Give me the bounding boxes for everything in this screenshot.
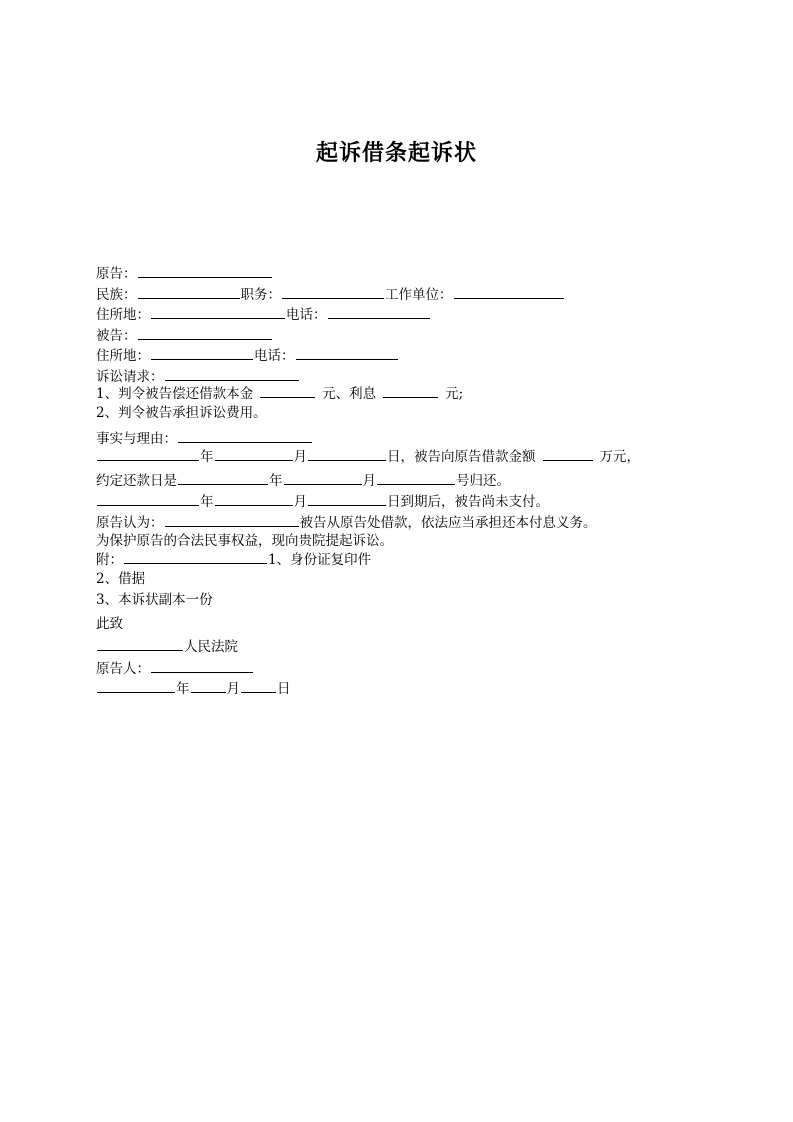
overdue-month-blank bbox=[215, 491, 293, 506]
claim-2-text: 2、判令被告承担诉讼费用。 bbox=[96, 405, 267, 421]
due-year-blank bbox=[178, 470, 268, 485]
court-line bbox=[96, 636, 238, 654]
sign-day-blank bbox=[241, 678, 276, 693]
loan-amount-blank bbox=[543, 446, 593, 461]
overdue-date-line bbox=[96, 491, 549, 509]
defendant-label: 被告： bbox=[96, 328, 137, 344]
claims-label: 诉讼请求： bbox=[96, 369, 164, 385]
opinion-blank bbox=[165, 512, 299, 527]
opinion-text: 被告从原告处借款，依法应当承担还本付息义务。 bbox=[299, 515, 597, 531]
attachment-3-line bbox=[96, 591, 213, 609]
due-day-blank bbox=[377, 470, 455, 485]
ethnicity-line bbox=[96, 284, 565, 302]
plaintiff-label: 原告： bbox=[96, 266, 137, 282]
sign-month-blank bbox=[191, 678, 226, 693]
attachment-1: 1、身份证复印件 bbox=[268, 552, 372, 568]
due-date-label: 约定还款日是 bbox=[96, 473, 177, 489]
sign-month-label: 月 bbox=[226, 681, 240, 697]
plaintiff-phone-blank bbox=[328, 304, 430, 319]
principal-blank bbox=[260, 383, 315, 398]
defendant-phone-blank bbox=[296, 345, 398, 360]
claim-1-prefix: 1、判令被告偿还借款本金 bbox=[96, 386, 254, 402]
defendant-blank bbox=[138, 325, 272, 340]
employer-label: 工作单位： bbox=[385, 287, 453, 303]
salutation-line bbox=[96, 615, 123, 633]
signer-label: 原告人： bbox=[96, 661, 150, 677]
plaintiff-residence-label: 住所地： bbox=[96, 307, 150, 323]
salutation-text: 此致 bbox=[96, 616, 123, 632]
defendant-residence-blank bbox=[151, 345, 253, 360]
plaintiff-line bbox=[96, 263, 273, 281]
position-blank bbox=[282, 284, 384, 299]
protect-text: 为保护原告的合法民事权益，现向贵院提起诉讼。 bbox=[96, 533, 393, 549]
wanyuan-text: 万元， bbox=[599, 449, 640, 465]
plaintiff-residence-line bbox=[96, 304, 431, 322]
claim-1-mid: 元、利息 bbox=[322, 386, 377, 402]
ethnicity-label: 民族： bbox=[96, 287, 137, 303]
overdue-day-text: 日到期后，被告尚未支付。 bbox=[387, 494, 549, 510]
opinion-line bbox=[96, 512, 597, 530]
loan-date-line bbox=[96, 446, 640, 464]
loan-year-label: 年 bbox=[200, 449, 214, 465]
document-title: 起诉借条起诉状 bbox=[315, 141, 477, 166]
facts-line bbox=[96, 428, 313, 446]
court-text: 人民法院 bbox=[184, 639, 238, 655]
attachment-2-line bbox=[96, 570, 145, 588]
defendant-phone-label: 电话： bbox=[254, 348, 295, 364]
loan-month-label: 月 bbox=[293, 449, 307, 465]
claim-2-line bbox=[96, 404, 267, 422]
loan-day-text: 日，被告向原告借款金额 bbox=[387, 449, 536, 465]
due-month-label: 月 bbox=[362, 473, 376, 489]
defendant-residence-label: 住所地： bbox=[96, 348, 150, 364]
loan-day-blank bbox=[308, 446, 386, 461]
plaintiff-blank bbox=[138, 263, 272, 278]
loan-month-blank bbox=[215, 446, 293, 461]
ethnicity-blank bbox=[138, 284, 240, 299]
facts-label: 事实与理由： bbox=[96, 431, 177, 447]
signer-line bbox=[96, 658, 254, 676]
claim-1-suffix: 元; bbox=[445, 386, 464, 402]
sign-year-blank bbox=[97, 678, 175, 693]
sign-year-label: 年 bbox=[176, 681, 190, 697]
court-blank bbox=[97, 636, 183, 651]
attachment-blank bbox=[124, 549, 267, 564]
overdue-year-blank bbox=[97, 491, 199, 506]
position-label: 职务： bbox=[240, 287, 281, 303]
signer-blank bbox=[151, 658, 253, 673]
protect-line bbox=[96, 532, 393, 550]
overdue-year-label: 年 bbox=[200, 494, 214, 510]
sign-date-line bbox=[96, 678, 291, 696]
claims-line bbox=[96, 366, 300, 384]
due-day-text: 号归还。 bbox=[456, 473, 510, 489]
employer-blank bbox=[454, 284, 564, 299]
sign-day-label: 日 bbox=[277, 681, 291, 697]
due-year-label: 年 bbox=[269, 473, 283, 489]
attachment-2: 2、借据 bbox=[96, 571, 146, 587]
attachment-3: 3、本诉状副本一份 bbox=[96, 592, 213, 608]
due-month-blank bbox=[284, 470, 362, 485]
claim-1-line bbox=[96, 383, 463, 401]
plaintiff-phone-label: 电话： bbox=[286, 307, 327, 323]
overdue-month-label: 月 bbox=[293, 494, 307, 510]
due-date-line bbox=[96, 470, 510, 488]
attachment-line bbox=[96, 549, 371, 567]
overdue-day-blank bbox=[308, 491, 386, 506]
loan-year-blank bbox=[97, 446, 199, 461]
claims-blank bbox=[165, 366, 299, 381]
defendant-line bbox=[96, 325, 273, 343]
opinion-label: 原告认为： bbox=[96, 515, 164, 531]
facts-blank bbox=[178, 428, 312, 443]
defendant-residence-line bbox=[96, 345, 399, 363]
attachment-label: 附： bbox=[96, 552, 123, 568]
plaintiff-residence-blank bbox=[151, 304, 285, 319]
interest-blank bbox=[383, 383, 438, 398]
